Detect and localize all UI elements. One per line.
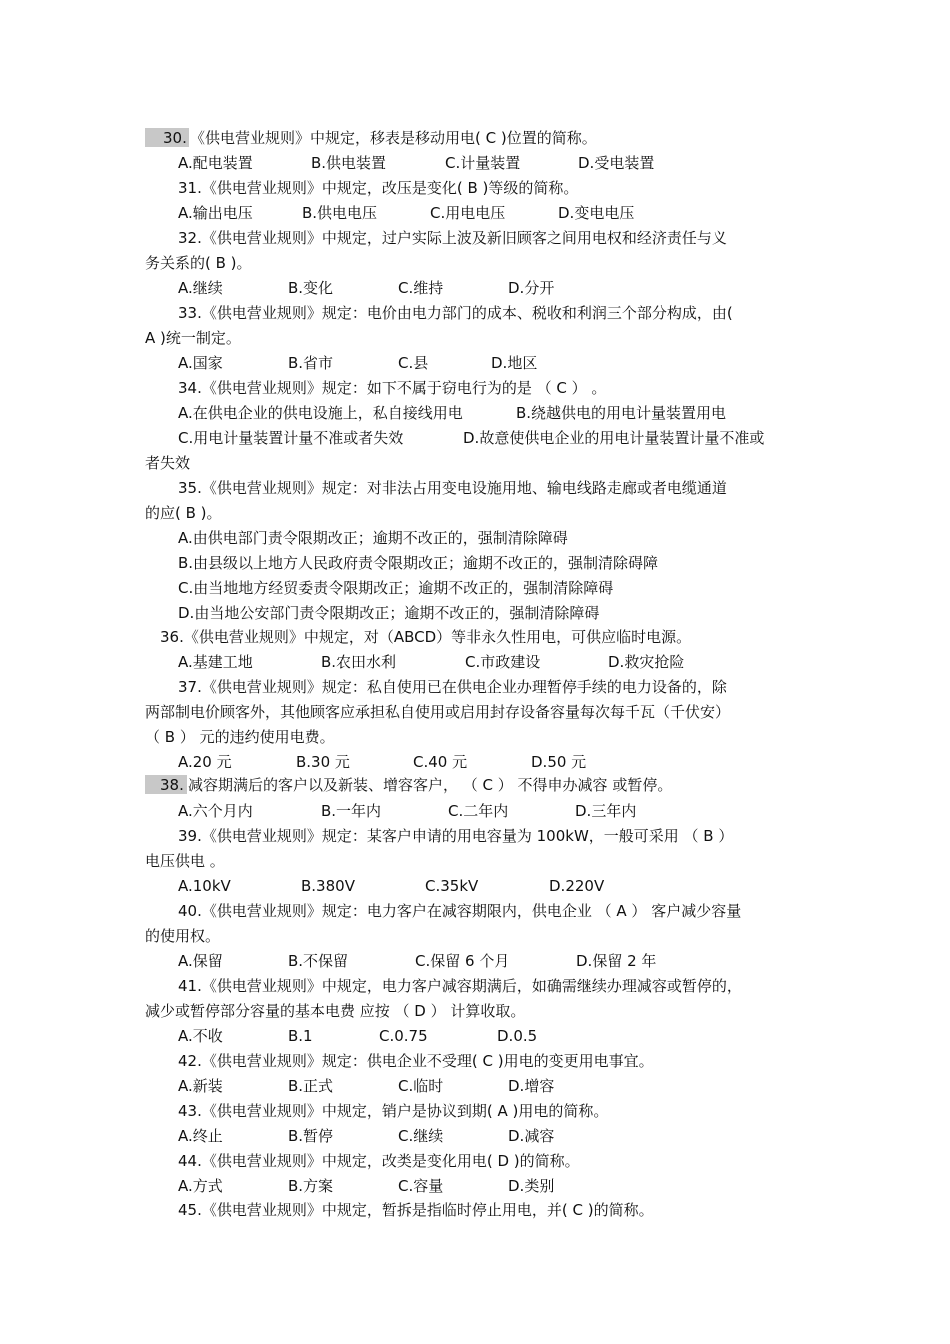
option-b: B.380V xyxy=(301,877,355,895)
option-c: C.计量装置 xyxy=(445,154,521,172)
question-text-continued: 务关系的( B )。 xyxy=(145,254,252,272)
option-a: A.基建工地 xyxy=(178,653,253,671)
option-a: A.由供电部门责令限期改正；逾期不改正的，强制清除障碍 xyxy=(178,529,568,547)
option-d: D.由当地公安部门责令限期改正；逾期不改正的，强制清除障碍 xyxy=(178,604,600,622)
option-b: B.供电电压 xyxy=(302,204,378,222)
option-c: C.由当地地方经贸委责令限期改正；逾期不改正的，强制清除障碍 xyxy=(178,579,614,597)
option-d-continued: 者失效 xyxy=(145,454,191,472)
question-text-continued: 的应( B )。 xyxy=(145,504,222,522)
question-text: 44.《供电营业规则》中规定，改类是变化用电( D )的简称。 xyxy=(178,1152,580,1170)
question-text-continued: 电压供电 。 xyxy=(145,852,225,870)
question-text-continued: （ B ） 元的违约使用电费。 xyxy=(145,728,335,746)
option-a: A.20 元 xyxy=(178,753,232,771)
question-number: 38. xyxy=(160,776,184,794)
question-text-continued: 减少或暂停部分容量的基本电费 应按 （ D ） 计算收取。 xyxy=(145,1002,526,1020)
option-c: C.用电计量装置计量不准或者失效 xyxy=(178,429,404,447)
option-d: D.三年内 xyxy=(575,802,637,820)
option-a: A.配电装置 xyxy=(178,154,253,172)
option-a: A.继续 xyxy=(178,279,223,297)
option-b: B.不保留 xyxy=(288,952,349,970)
option-d: D.增容 xyxy=(508,1077,555,1095)
question-text: 37.《供电营业规则》规定：私自使用已在供电企业办理暂停手续的电力设备的，除 xyxy=(178,678,727,696)
option-d: D.0.5 xyxy=(497,1027,538,1045)
option-a: A.保留 xyxy=(178,952,223,970)
option-c: C.临时 xyxy=(398,1077,444,1095)
option-d: D.救灾抢险 xyxy=(608,653,685,671)
question-text-continued: A )统一制定。 xyxy=(145,329,241,347)
question-text: 43.《供电营业规则》中规定，销户是协议到期( A )用电的简称。 xyxy=(178,1102,609,1120)
option-b: B.绕越供电的用电计量装置用电 xyxy=(516,404,727,422)
option-b: B.暂停 xyxy=(288,1127,334,1145)
option-b: B.变化 xyxy=(288,279,334,297)
question-text-continued: 两部制电价顾客外，其他顾客应承担私自使用或启用封存设备容量每次每千瓦（千伏安） xyxy=(145,703,731,721)
question-text: 39.《供电营业规则》规定：某客户申请的用电容量为 100kW，一般可采用 （ B ） xyxy=(178,827,734,845)
option-a: A.国家 xyxy=(178,354,223,372)
option-c: C.县 xyxy=(398,354,429,372)
option-b: B.方案 xyxy=(288,1177,334,1195)
option-b: B.正式 xyxy=(288,1077,334,1095)
question-text: 34.《供电营业规则》规定：如下不属于窃电行为的是 （ C ） 。 xyxy=(178,379,607,397)
option-d: D.分开 xyxy=(508,279,555,297)
question-text: 45.《供电营业规则》中规定，暂拆是指临时停止用电，并( C )的简称。 xyxy=(178,1201,654,1219)
question-text: 35.《供电营业规则》规定：对非法占用变电设施用地、输电线路走廊或者电缆通道 xyxy=(178,479,727,497)
option-c: C.用电电压 xyxy=(430,204,506,222)
option-c: C.35kV xyxy=(425,877,479,895)
option-a: A.不收 xyxy=(178,1027,223,1045)
question-text: 36.《供电营业规则》中规定，对（ABCD）等非永久性用电，可供应临时电源。 xyxy=(160,628,692,646)
option-d: D.220V xyxy=(549,877,605,895)
option-a: A.方式 xyxy=(178,1177,223,1195)
option-d: D.类别 xyxy=(508,1177,555,1195)
option-a: A.终止 xyxy=(178,1127,223,1145)
question-text: 40.《供电营业规则》规定：电力客户在减容期限内，供电企业 （ A ） 客户减少容量 xyxy=(178,902,742,920)
option-d: D.50 元 xyxy=(531,753,587,771)
option-c: C.40 元 xyxy=(413,753,468,771)
option-d: D.减容 xyxy=(508,1127,555,1145)
option-b: B.由县级以上地方人民政府责令限期改正；逾期不改正的，强制清除碍障 xyxy=(178,554,659,572)
question-text: 32.《供电营业规则》中规定，过户实际上波及新旧顾客之间用电权和经济责任与义 xyxy=(178,229,727,247)
option-c: C.保留 6 个月 xyxy=(415,952,510,970)
option-a: A.在供电企业的供电设施上，私自接线用电 xyxy=(178,404,463,422)
option-b: B.农田水利 xyxy=(321,653,397,671)
question-text: 《供电营业规则》中规定，移表是移动用电( C )位置的简称。 xyxy=(190,129,597,147)
question-text: 42.《供电营业规则》规定：供电企业不受理( C )用电的变更用电事宜。 xyxy=(178,1052,654,1070)
question-text: 33.《供电营业规则》规定：电价由电力部门的成本、税收和利润三个部分构成，由( xyxy=(178,304,733,322)
option-c: C.二年内 xyxy=(448,802,509,820)
option-b: B.省市 xyxy=(288,354,334,372)
question-text: 减容期满后的客户以及新装、增容客户， （ C ） 不得申办减容 或暂停。 xyxy=(188,776,673,794)
option-d: D.保留 2 年 xyxy=(576,952,657,970)
option-c: C.维持 xyxy=(398,279,444,297)
option-a: A.六个月内 xyxy=(178,802,253,820)
question-text: 41.《供电营业规则》中规定，电力客户减容期满后，如确需继续办理减容或暂停的， xyxy=(178,977,742,995)
question-text-continued: 的使用权。 xyxy=(145,927,221,945)
option-b: B.一年内 xyxy=(321,802,382,820)
option-b: B.30 元 xyxy=(296,753,350,771)
option-d: D.地区 xyxy=(491,354,538,372)
option-a: A.10kV xyxy=(178,877,231,895)
option-b: B.1 xyxy=(288,1027,313,1045)
question-text: 31.《供电营业规则》中规定，改压是变化( B )等级的简称。 xyxy=(178,179,579,197)
option-d: D.受电装置 xyxy=(578,154,655,172)
option-a: A.新装 xyxy=(178,1077,223,1095)
option-d: D.变电电压 xyxy=(558,204,635,222)
question-number: 30. xyxy=(163,129,187,147)
option-c: C.继续 xyxy=(398,1127,444,1145)
option-a: A.输出电压 xyxy=(178,204,253,222)
option-d: D.故意使供电企业的用电计量装置计量不准或 xyxy=(463,429,765,447)
option-b: B.供电装置 xyxy=(311,154,387,172)
option-c: C.容量 xyxy=(398,1177,444,1195)
option-c: C.0.75 xyxy=(379,1027,428,1045)
option-c: C.市政建设 xyxy=(465,653,541,671)
